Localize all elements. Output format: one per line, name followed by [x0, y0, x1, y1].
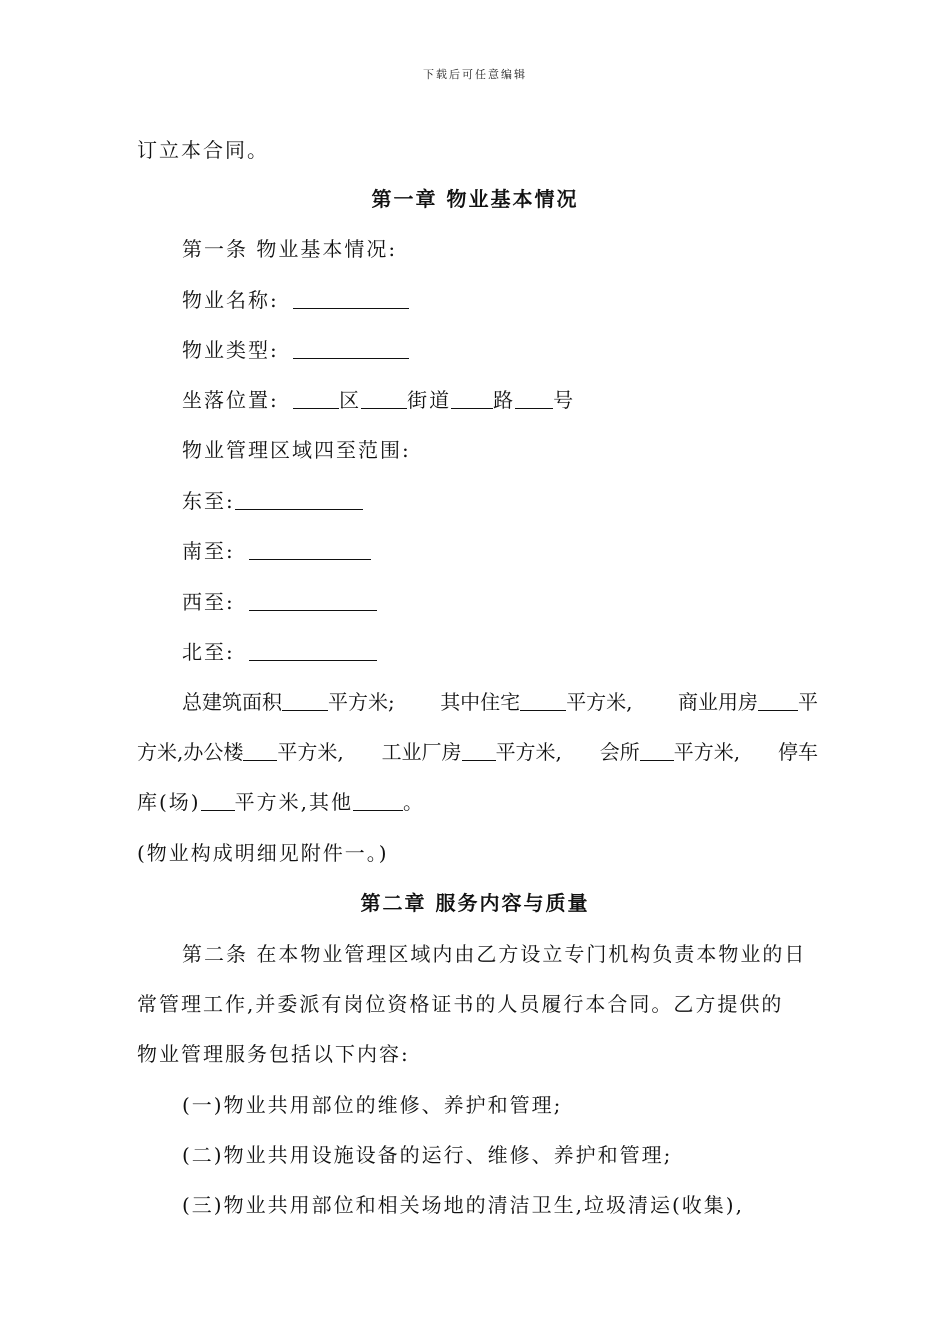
clubhouse-blank	[640, 740, 674, 761]
north-label: 北至:	[182, 640, 235, 664]
article-2-line-3: 物业管理服务包括以下内容:	[137, 1042, 410, 1066]
property-type-label: 物业类型:	[182, 338, 279, 362]
road-label: 路	[493, 388, 516, 412]
property-name-line	[182, 287, 409, 313]
east-blank	[235, 489, 363, 510]
other-label: 其他	[308, 790, 353, 814]
number-blank	[515, 388, 553, 409]
south-label: 南至:	[182, 539, 235, 563]
west-blank	[249, 590, 377, 611]
road-blank	[451, 388, 493, 409]
commercial-unit-start: 平	[797, 690, 818, 714]
property-name-label: 物业名称:	[182, 288, 279, 312]
district-label: 区	[339, 388, 362, 412]
clubhouse-unit: 平方米,	[673, 740, 741, 764]
office-label: 办公楼	[183, 740, 244, 764]
west-label: 西至:	[182, 590, 235, 614]
article-2-line-2: 常管理工作,并委派有岗位资格证书的人员履行本合同。乙方提供的	[137, 992, 784, 1016]
property-type-blank	[293, 338, 409, 359]
parking-unit: 平方米,	[234, 790, 309, 814]
article-1-heading: 第一条 物业基本情况:	[182, 237, 398, 261]
street-label: 街道	[407, 388, 452, 412]
total-area-label: 总建筑面积	[182, 690, 282, 714]
east-line	[182, 488, 363, 514]
total-area-blank	[282, 690, 328, 711]
district-blank	[293, 388, 339, 409]
south-line	[182, 538, 371, 564]
location-label: 坐落位置:	[182, 388, 279, 412]
number-label: 号	[553, 388, 576, 412]
commercial-unit-end: 方米,	[137, 740, 184, 764]
residential-unit: 平方米,	[566, 690, 633, 714]
property-name-blank	[293, 288, 409, 309]
page-header: 下载后可任意编辑	[423, 68, 527, 81]
scope-heading: 物业管理区域四至范围:	[182, 438, 411, 462]
service-item-1: (一)物业共用部位的维修、养护和管理;	[182, 1093, 563, 1117]
factory-label: 工业厂房	[381, 740, 462, 764]
area-line-2	[137, 739, 818, 765]
service-item-3: (三)物业共用部位和相关场地的清洁卫生,垃圾清运(收集),	[182, 1193, 744, 1217]
area-line-3	[137, 789, 425, 815]
area-line-1	[182, 689, 818, 715]
west-line	[182, 589, 377, 615]
office-blank	[243, 740, 277, 761]
north-blank	[249, 640, 377, 661]
clubhouse-label: 会所	[599, 740, 640, 764]
street-blank	[361, 388, 407, 409]
parking-label-end: 库(场)	[137, 790, 201, 814]
chapter-1-title: 第一章 物业基本情况	[371, 187, 579, 211]
commercial-blank	[758, 690, 798, 711]
area-period: 。	[402, 790, 425, 814]
residential-blank	[520, 690, 566, 711]
south-blank	[249, 539, 371, 560]
composition-note: (物业构成明细见附件一。)	[137, 841, 389, 865]
location-line	[182, 387, 575, 413]
east-label: 东至:	[182, 489, 235, 513]
factory-blank	[462, 740, 496, 761]
factory-unit: 平方米,	[495, 740, 562, 764]
residential-label: 其中住宅	[440, 690, 521, 714]
office-unit: 平方米,	[277, 740, 344, 764]
total-area-unit: 平方米;	[328, 690, 395, 714]
parking-blank	[201, 790, 235, 811]
other-blank	[353, 790, 403, 811]
service-item-2: (二)物业共用设施设备的运行、维修、养护和管理;	[182, 1143, 673, 1167]
commercial-label: 商业用房	[677, 690, 758, 714]
north-line	[182, 639, 377, 665]
article-2-line-1: 第二条 在本物业管理区域内由乙方设立专门机构负责本物业的日	[182, 942, 807, 966]
chapter-2-title: 第二章 服务内容与质量	[360, 891, 590, 915]
parking-label-start: 停车	[777, 740, 818, 764]
property-type-line	[182, 337, 409, 363]
intro-tail: 订立本合同。	[137, 138, 269, 162]
